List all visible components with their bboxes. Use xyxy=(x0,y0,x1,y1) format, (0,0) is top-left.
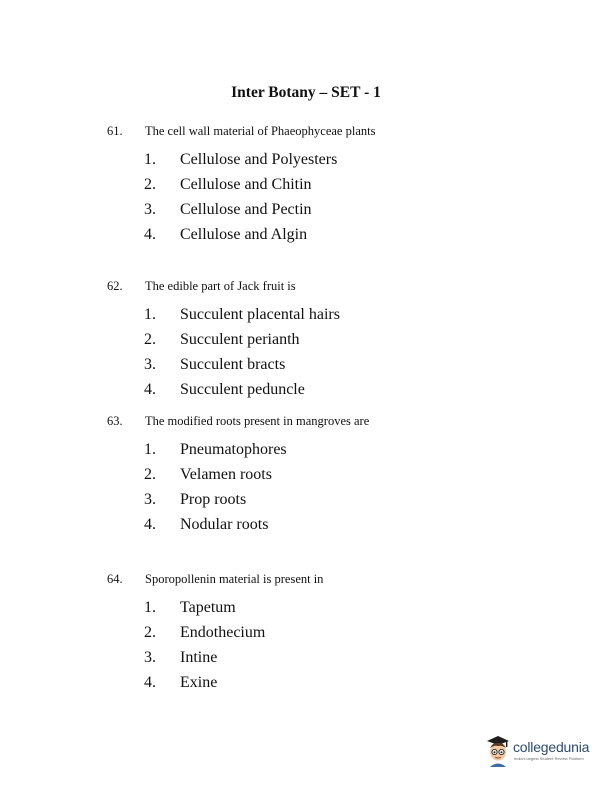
option-text: Cellulose and Chitin xyxy=(180,176,312,193)
page-title: Inter Botany – SET - 1 xyxy=(231,84,381,101)
option-text: Velamen roots xyxy=(180,466,272,483)
option-number: 3. xyxy=(144,649,156,666)
mascot-icon xyxy=(484,733,512,767)
option-item xyxy=(0,176,612,192)
question-61 xyxy=(0,124,612,140)
logo-tagline: India's largest Student Review Platform xyxy=(514,756,584,761)
option-item xyxy=(0,331,612,347)
option-item xyxy=(0,516,612,532)
option-item xyxy=(0,151,612,167)
option-number: 2. xyxy=(144,624,156,641)
option-number: 3. xyxy=(144,356,156,373)
option-item xyxy=(0,441,612,457)
question-number: 64. xyxy=(107,572,123,586)
option-item xyxy=(0,381,612,397)
option-text: Intine xyxy=(180,649,218,666)
option-text: Succulent placental hairs xyxy=(180,306,340,323)
option-text: Nodular roots xyxy=(180,516,269,533)
option-number: 1. xyxy=(144,306,156,323)
option-number: 1. xyxy=(144,151,156,168)
option-item xyxy=(0,201,612,217)
question-62 xyxy=(0,279,612,295)
option-text: Succulent perianth xyxy=(180,331,300,348)
logo-wordmark: collegedunia xyxy=(513,739,590,755)
question-text: The edible part of Jack fruit is xyxy=(145,279,296,293)
question-64 xyxy=(0,572,612,588)
option-text: Pneumatophores xyxy=(180,441,287,458)
option-text: Cellulose and Polyesters xyxy=(180,151,338,168)
option-number: 3. xyxy=(144,201,156,218)
option-number: 4. xyxy=(144,674,156,691)
option-item xyxy=(0,491,612,507)
option-text: Cellulose and Algin xyxy=(180,226,308,243)
option-number: 1. xyxy=(144,599,156,616)
option-number: 4. xyxy=(144,226,156,243)
collegedunia-logo xyxy=(484,733,600,769)
option-number: 4. xyxy=(144,516,156,533)
option-item xyxy=(0,674,612,690)
question-text: The modified roots present in mangroves are xyxy=(145,414,370,428)
option-text: Cellulose and Pectin xyxy=(180,201,312,218)
question-number: 61. xyxy=(107,124,123,138)
question-number: 62. xyxy=(107,279,123,293)
question-63 xyxy=(0,414,612,430)
option-text: Exine xyxy=(180,674,218,691)
option-number: 2. xyxy=(144,466,156,483)
option-text: Endothecium xyxy=(180,624,266,641)
option-number: 1. xyxy=(144,441,156,458)
option-item xyxy=(0,306,612,322)
option-number: 4. xyxy=(144,381,156,398)
question-number: 63. xyxy=(107,414,123,428)
option-item xyxy=(0,466,612,482)
option-item xyxy=(0,599,612,615)
option-item xyxy=(0,226,612,242)
option-number: 3. xyxy=(144,491,156,508)
option-item xyxy=(0,649,612,665)
option-text: Succulent bracts xyxy=(180,356,286,373)
option-item xyxy=(0,356,612,372)
option-text: Tapetum xyxy=(180,599,236,616)
question-text: Sporopollenin material is present in xyxy=(145,572,324,586)
option-number: 2. xyxy=(144,331,156,348)
option-item xyxy=(0,624,612,640)
option-text: Succulent peduncle xyxy=(180,381,305,398)
question-text: The cell wall material of Phaeophyceae plants xyxy=(145,124,376,138)
option-number: 2. xyxy=(144,176,156,193)
option-text: Prop roots xyxy=(180,491,247,508)
